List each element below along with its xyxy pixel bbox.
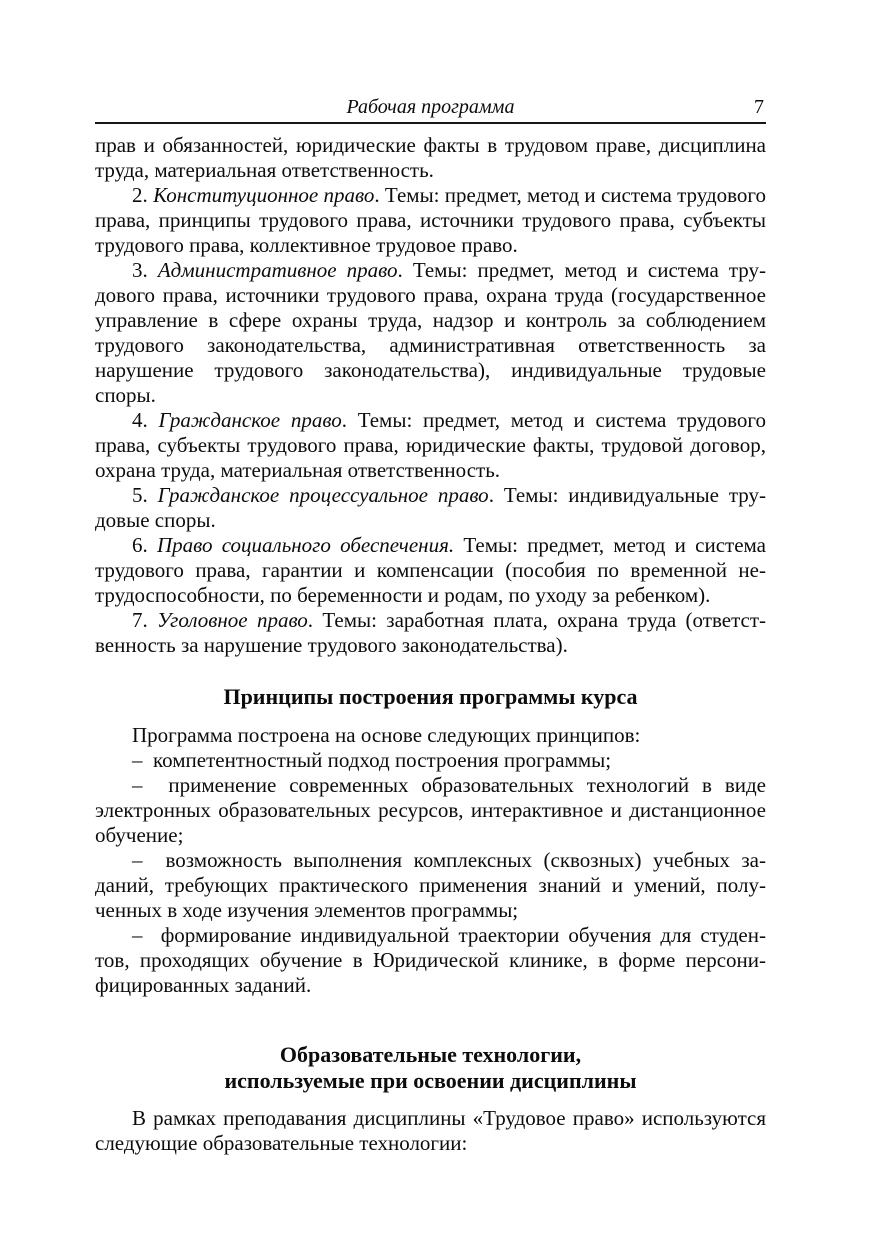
list-item-principle-1: – компетентностный подход построения программы; bbox=[132, 748, 612, 772]
list-item-principle-3: – возможность выполнения комплексных (сквозных) учебных заданий, требующих практического применения знаний и умений, полученных в ходе изучения элементов программы; bbox=[95, 848, 766, 922]
list-item-principle-4: – формирование индивидуальной траектории обучения для студентов, проходящих обучение в Юридической клинике, в форме персонифицированных заданий. bbox=[95, 923, 766, 997]
para-edu-tech-intro: В рамках преподавания дисциплины «Трудовое право» используются следующие образовательные технологии: bbox=[95, 1106, 766, 1155]
page-header bbox=[95, 95, 766, 124]
para-continuation: прав и обязанностей, юридические факты в трудовом праве, дисциплина труда, материальная ответственность. bbox=[95, 133, 766, 182]
para-topic-2-constitutional-law: 2. Конституционное право. Темы: предмет, метод и система трудового права, принципы трудового права, источники трудового права, субъекты трудового права, коллективное трудовое право. bbox=[95, 183, 767, 257]
section-heading-principles: Принципы построения программы курса bbox=[223, 684, 638, 709]
para-principles-intro: Программа построена на основе следующих принципов: bbox=[132, 723, 641, 747]
heading-line-1: Образовательные технологии, bbox=[279, 1042, 582, 1067]
page-number: 7 bbox=[754, 96, 764, 118]
heading-line-2: используемые при освоении дисциплины bbox=[224, 1068, 637, 1093]
para-topic-6-social-security-law: 6. Право социального обеспечения. Темы: предмет, метод и система трудового права, гарантии и компенсации (пособия по временной нетрудоспособности, по беременности и родам, по уходу за ребенком). bbox=[95, 533, 767, 607]
running-title: Рабочая программа bbox=[346, 96, 515, 118]
page-content bbox=[95, 95, 766, 1156]
page-body bbox=[95, 124, 766, 1156]
para-topic-5-civil-procedure-law: 5. Гражданское процессуальное право. Темы: индивидуальные трудовые споры. bbox=[95, 483, 767, 532]
para-topic-3-administrative-law: 3. Административное право. Темы: предмет, метод и система трудового права, источники трудового права, охрана труда (государственное управление в сфере охраны труда, надзор и контроль за соблюдением трудового законодательства, административная ответственность за нарушение трудового законодательства), индивидуальные трудовые споры. bbox=[95, 258, 766, 407]
section-heading-edu-tech bbox=[95, 1042, 766, 1094]
para-topic-4-civil-law: 4. Гражданское право. Темы: предмет, метод и система трудового права, субъекты трудового права, юридические факты, трудовой договор, охрана труда, материальная ответственность. bbox=[95, 408, 767, 482]
list-item-principle-2: – применение современных образовательных технологий в виде электронных образовательных ресурсов, интерактивное и дистанционное обучение; bbox=[95, 773, 766, 847]
para-topic-7-criminal-law: 7. Уголовное право. Темы: заработная плата, охрана труда (ответственность за нарушение трудового законодательства). bbox=[95, 608, 766, 657]
